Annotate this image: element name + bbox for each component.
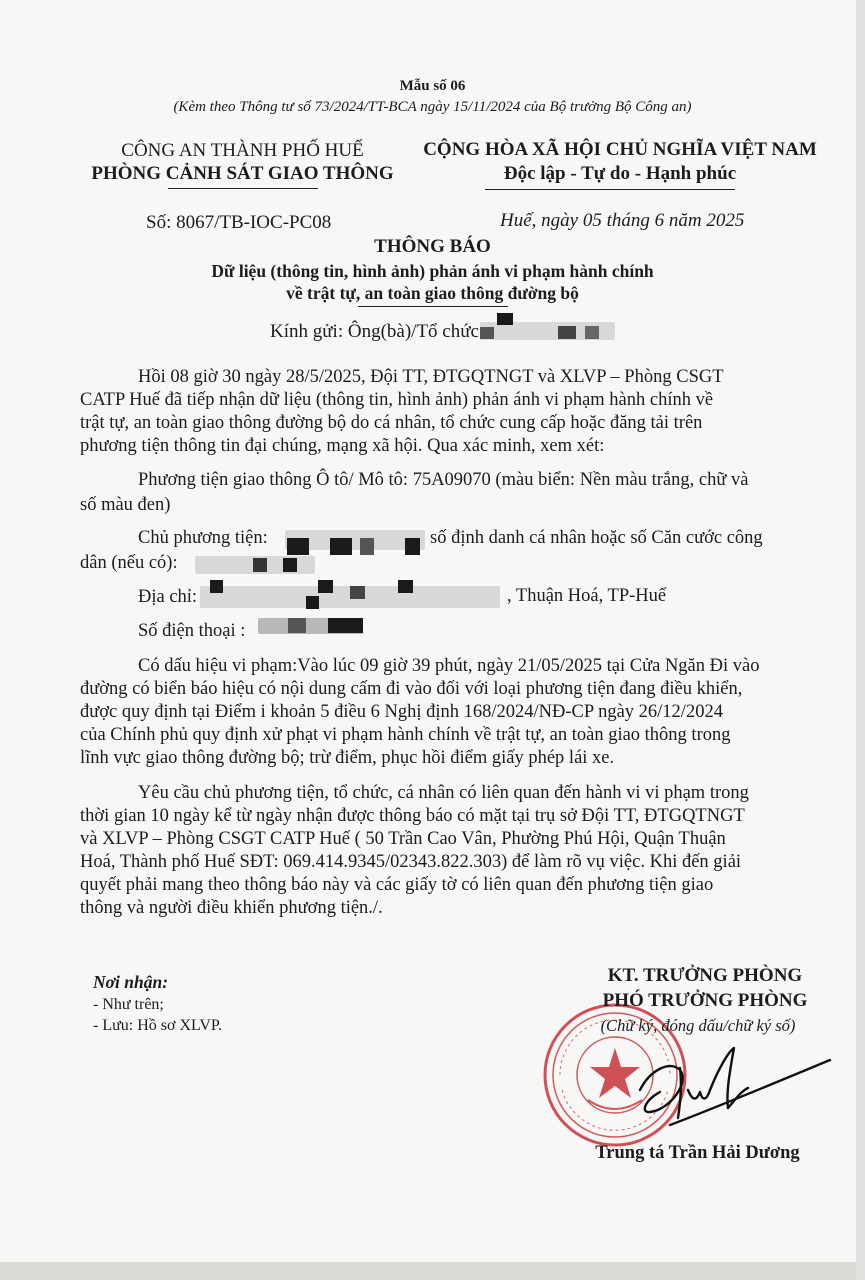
request-paragraph	[80, 782, 810, 920]
signer-title-line1: KT. TRƯỞNG PHÒNG	[607, 965, 803, 986]
form-number: Mẫu số 06	[399, 78, 466, 94]
owner-id-label: số định danh cá nhân hoặc số Căn cước công	[430, 528, 763, 548]
paragraph-line: thời gian 10 ngày kể từ ngày nhận được thông báo có mặt tại trụ sở Đội TT, ĐTGQTNGT	[80, 806, 745, 826]
place-date: Huế, ngày 05 tháng 6 năm 2025	[500, 210, 745, 231]
subtitle-underline	[358, 306, 508, 307]
signer-title-line2: PHÓ TRƯỞNG PHÒNG	[602, 990, 808, 1011]
vehicle-line2: số màu đen)	[80, 495, 171, 515]
doc-subtitle-line1: Dữ liệu (thông tin, hình ảnh) phản ánh vi phạm hành chính	[211, 261, 654, 281]
greeting: Kính gửi: Ông(bà)/Tổ chức	[270, 321, 479, 342]
paragraph-line: đường có biển báo hiệu có nội dung cấm đi vào đối với loại phương tiện đang điều khiển,	[80, 679, 743, 699]
violation-paragraph	[80, 655, 810, 770]
phone-label: Số điện thoại :	[138, 621, 246, 641]
recipients-title: Nơi nhận:	[93, 972, 169, 992]
address-label: Địa chỉ:	[138, 587, 198, 607]
nation-motto: Độc lập - Tự do - Hạnh phúc	[503, 163, 737, 184]
paragraph-line: thông và người điều khiển phương tiện./.	[80, 898, 383, 918]
attachment-note: (Kèm theo Thông tư số 73/2024/TT-BCA ngày 15/11/2024 của Bộ trưởng Bộ Công an)	[173, 99, 692, 115]
owner-label: Chủ phương tiện:	[138, 528, 268, 548]
agency-line1: CÔNG AN THÀNH PHỐ HUẾ	[121, 140, 364, 161]
recipient-item: - Như trên;	[93, 996, 164, 1013]
motto-underline	[485, 189, 735, 190]
scan-edge-bottom	[0, 1262, 865, 1280]
paragraph-line: và XLVP – Phòng CSGT CATP Huế ( 50 Trần Cao Vân, Phường Phú Hội, Quận Thuận	[80, 829, 726, 849]
signer-name: Trung tá Trần Hải Dương	[595, 1143, 800, 1163]
paragraph-line: được quy định tại Điểm i khoản 5 điều 6 Nghị định 168/2024/NĐ-CP ngày 26/12/2024	[80, 702, 723, 722]
paragraph-line: trật tự, an toàn giao thông đường bộ do cá nhân, tổ chức cung cấp hoặc đăng tải trên	[80, 413, 703, 433]
nation-line1: CỘNG HÒA XÃ HỘI CHỦ NGHĨA VIỆT NAM	[423, 139, 817, 160]
signature-note: (Chữ ký, đóng dấu/chữ ký số)	[600, 1016, 796, 1035]
recipient-item: - Lưu: Hồ sơ XLVP.	[93, 1017, 222, 1034]
doc-title: THÔNG BÁO	[374, 236, 491, 257]
intro-paragraph	[80, 366, 810, 458]
address-district: , Thuận Hoá, TP-Huế	[507, 586, 667, 606]
paragraph-line: quyết phải mang theo thông báo này và các giấy tờ có liên quan đến phương tiện giao	[80, 875, 714, 895]
scan-edge-right	[856, 0, 865, 1280]
document-number: Số: 8067/TB-IOC-PC08	[146, 212, 332, 233]
owner-line2: dân (nếu có):	[80, 553, 178, 573]
agency-underline	[168, 188, 318, 189]
paragraph-line: phương tiện thông tin đại chúng, mạng xã hội. Qua xác minh, xem xét:	[80, 436, 605, 456]
paragraph-line: Hoá, Thành phố Huế SĐT: 069.414.9345/02343.822.303) để làm rõ vụ việc. Khi đến giải	[80, 852, 742, 872]
paragraph-line: lĩnh vực giao thông đường bộ; trừ điểm, phục hồi điểm giấy phép lái xe.	[80, 748, 615, 768]
vehicle-line1: Phương tiện giao thông Ô tô/ Mô tô: 75A09070 (màu biển: Nền màu trắng, chữ và	[138, 470, 749, 490]
handwritten-signature	[610, 1030, 840, 1140]
agency-line2: PHÒNG CẢNH SÁT GIAO THÔNG	[91, 163, 394, 184]
paragraph-line: Hồi 08 giờ 30 ngày 28/5/2025, Đội TT, ĐTGQTNGT và XLVP – Phòng CSGT	[138, 367, 724, 387]
paragraph-line: CATP Huế đã tiếp nhận dữ liệu (thông tin, hình ảnh) phản ánh vi phạm hành chính về	[80, 390, 714, 410]
paragraph-line: Có dấu hiệu vi phạm:Vào lúc 09 giờ 39 phút, ngày 21/05/2025 tại Cửa Ngăn Đi vào	[138, 656, 760, 676]
paragraph-line: của Chính phủ quy định xử phạt vi phạm hành chính về trật tự, an toàn giao thông trong	[80, 725, 731, 745]
doc-subtitle-line2: về trật tự, an toàn giao thông đường bộ	[286, 283, 579, 303]
paragraph-line: Yêu cầu chủ phương tiện, tổ chức, cá nhân có liên quan đến hành vi vi phạm trong	[138, 783, 749, 803]
